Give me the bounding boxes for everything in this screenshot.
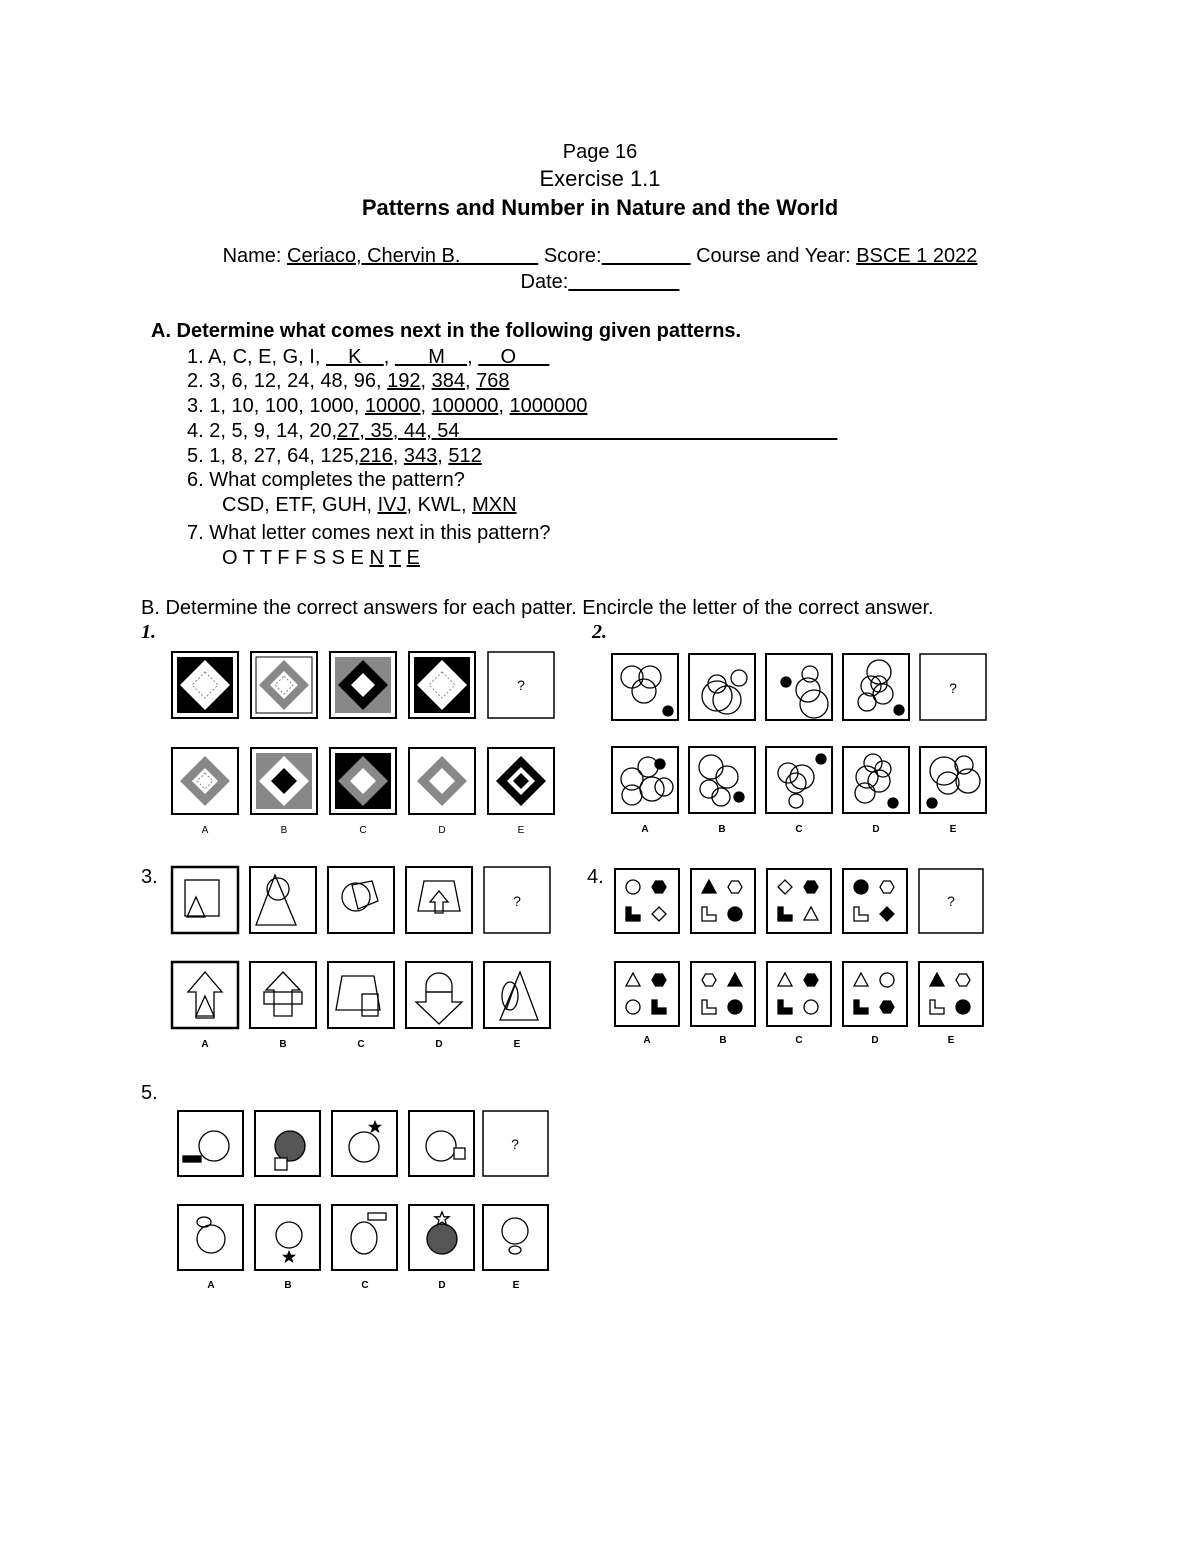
puzzle-1-frame-2 <box>251 652 317 718</box>
exercise-number: Exercise 1.1 <box>539 166 661 191</box>
question-b5-number: 5. <box>141 1082 158 1104</box>
puzzle-1-question-mark: ? <box>517 677 525 693</box>
puzzle-3-frame-2 <box>250 867 316 933</box>
svg-text:E: E <box>949 824 957 835</box>
svg-text:E: E <box>947 1035 955 1046</box>
name-label: Name: <box>222 245 282 267</box>
puzzle-4-sequence <box>615 869 983 933</box>
puzzle-2-option-a[interactable] <box>612 747 678 813</box>
svg-text:A: A <box>207 1280 215 1291</box>
question-a7: 7. What letter comes next in this pattern? <box>187 522 551 544</box>
svg-text:B: B <box>279 1039 287 1050</box>
puzzle-1-option-b[interactable] <box>251 748 317 814</box>
puzzle-5-question-frame <box>483 1111 548 1176</box>
puzzle-5-option-a[interactable] <box>178 1205 243 1270</box>
puzzle-4-frame-2 <box>691 869 755 933</box>
puzzle-2-option-c[interactable] <box>766 747 832 813</box>
puzzle-3-sequence <box>172 867 550 933</box>
puzzle-2-frame-3 <box>766 654 832 720</box>
svg-text:D: D <box>872 824 880 835</box>
puzzle-4-option-e[interactable] <box>919 962 983 1026</box>
question-a4: 4. 2, 5, 9, 14, 20,27, 35, 44, 54 <box>187 420 460 442</box>
question-b4-number: 4. <box>587 866 604 888</box>
puzzle-1-option-c[interactable] <box>330 748 396 814</box>
score-blank <box>602 245 691 267</box>
puzzle-5-sequence <box>178 1111 548 1176</box>
question-a5: 5. 1, 8, 27, 64, 125,216, 343, 512 <box>187 445 482 467</box>
puzzle-1-frame-3 <box>330 652 396 718</box>
puzzle-4-option-a[interactable] <box>615 962 679 1026</box>
puzzle-5-frame-2 <box>255 1111 320 1176</box>
puzzle-2-option-letters <box>641 824 956 835</box>
svg-text:A: A <box>641 824 649 835</box>
puzzle-4-question-mark: ? <box>947 893 955 909</box>
puzzle-1-option-a[interactable] <box>172 748 238 814</box>
puzzle-1-option-e[interactable] <box>488 748 554 814</box>
svg-text:A: A <box>201 1039 209 1050</box>
student-info-line <box>0 245 1200 268</box>
section-a-heading: A. Determine what comes next in the following given patterns. <box>151 320 742 342</box>
score-label: Score: <box>543 245 602 267</box>
puzzle-3-frame-4 <box>406 867 472 933</box>
course-value: BSCE 1 2022 <box>856 245 978 267</box>
page-number: Page 16 <box>562 141 638 163</box>
puzzle-5-option-c[interactable] <box>332 1205 397 1270</box>
puzzle-2-option-e[interactable] <box>920 747 986 813</box>
puzzle-3-option-letters <box>201 1039 520 1050</box>
puzzle-2-question-frame <box>920 654 986 720</box>
puzzle-3-options <box>172 962 550 1028</box>
puzzle-4-option-letters <box>643 1035 954 1046</box>
worksheet-title: Patterns and Number in Nature and the World <box>361 195 839 220</box>
puzzle-2-frame-2 <box>689 654 755 720</box>
puzzle-4-option-c[interactable] <box>767 962 831 1026</box>
puzzle-3-frame-3 <box>328 867 394 933</box>
question-a7-answer: O T T F F S S E N T E <box>222 547 420 569</box>
puzzle-1-frame-1 <box>172 652 238 718</box>
svg-text:C: C <box>361 1280 369 1291</box>
svg-text:D: D <box>435 1039 443 1050</box>
puzzle-5-frame-4 <box>409 1111 474 1176</box>
svg-text:C: C <box>795 1035 803 1046</box>
puzzle-1-option-d[interactable] <box>409 748 475 814</box>
puzzle-5-option-b[interactable] <box>255 1205 320 1270</box>
svg-text:E: E <box>512 1280 520 1291</box>
puzzle-4-question-frame <box>919 869 983 933</box>
puzzle-5-options <box>178 1205 548 1270</box>
puzzle-1-options <box>172 748 554 814</box>
name-value: Ceriaco, Chervin B. <box>287 245 461 267</box>
date-line <box>0 271 1200 294</box>
puzzle-4-frame-3 <box>767 869 831 933</box>
question-b3-number: 3. <box>141 866 158 888</box>
puzzle-4-option-d[interactable] <box>843 962 907 1026</box>
puzzle-1-question-frame <box>488 652 554 718</box>
puzzle-1-figure <box>160 640 570 850</box>
question-a1: 1. A, C, E, G, I, K , M , O <box>187 346 517 368</box>
svg-text:C: C <box>359 825 367 836</box>
puzzle-4-option-b[interactable] <box>691 962 755 1026</box>
puzzle-4-options <box>615 962 983 1026</box>
puzzle-3-question-mark: ? <box>513 893 521 909</box>
puzzle-4-figure <box>608 860 993 1050</box>
svg-text:A: A <box>201 825 209 836</box>
puzzle-2-question-mark: ? <box>949 680 957 696</box>
svg-text:D: D <box>438 825 446 836</box>
puzzle-1-sequence <box>172 652 554 718</box>
puzzle-5-frame-1 <box>178 1111 243 1176</box>
puzzle-2-frame-4 <box>843 654 909 720</box>
puzzle-2-option-b[interactable] <box>689 747 755 813</box>
svg-text:C: C <box>795 824 803 835</box>
section-b-heading: B. Determine the correct answers for each patter. Encircle the letter of the correct answer. <box>141 597 934 619</box>
puzzle-3-question-frame <box>484 867 550 933</box>
puzzle-2-option-d[interactable] <box>843 747 909 813</box>
svg-text:B: B <box>718 824 726 835</box>
puzzle-2-options <box>612 747 986 813</box>
puzzle-3-option-d[interactable] <box>406 962 472 1028</box>
question-a2: 2. 3, 6, 12, 24, 48, 96, 192, 384, 768 <box>187 370 510 392</box>
puzzle-5-question-mark: ? <box>511 1136 519 1152</box>
puzzle-2-sequence <box>612 654 986 720</box>
svg-text:B: B <box>719 1035 727 1046</box>
question-a6-answer: CSD, ETF, GUH, IVJ, KWL, MXN <box>222 494 517 516</box>
puzzle-2-frame-1 <box>612 654 678 720</box>
svg-text:A: A <box>643 1035 651 1046</box>
question-a6: 6. What completes the pattern? <box>187 469 465 491</box>
puzzle-5-option-letters <box>207 1280 519 1291</box>
course-label: Course and Year: <box>696 245 851 267</box>
puzzle-5-figure <box>170 1104 560 1299</box>
puzzle-1-option-letters <box>202 825 525 836</box>
svg-text:C: C <box>357 1039 365 1050</box>
puzzle-3-option-a[interactable] <box>172 962 238 1028</box>
svg-text:E: E <box>517 825 525 836</box>
puzzle-3-option-e[interactable] <box>484 962 550 1028</box>
svg-text:B: B <box>280 825 288 836</box>
question-b1-number: 1. <box>141 621 156 643</box>
puzzle-3-option-b[interactable] <box>250 962 316 1028</box>
date-label: Date: <box>520 271 569 293</box>
svg-text:E: E <box>513 1039 521 1050</box>
puzzle-4-frame-1 <box>615 869 679 933</box>
puzzle-5-option-d[interactable] <box>409 1205 474 1270</box>
puzzle-5-frame-3 <box>332 1111 397 1176</box>
svg-text:D: D <box>438 1280 446 1291</box>
puzzle-2-figure <box>605 645 1000 845</box>
svg-text:D: D <box>871 1035 879 1046</box>
puzzle-3-option-c[interactable] <box>328 962 394 1028</box>
puzzle-1-frame-4 <box>409 652 475 718</box>
question-a3: 3. 1, 10, 100, 1000, 10000, 100000, 1000000 <box>187 395 588 417</box>
date-blank <box>568 271 679 293</box>
puzzle-5-option-e[interactable] <box>483 1205 548 1270</box>
puzzle-3-figure <box>165 860 560 1055</box>
svg-text:B: B <box>284 1280 292 1291</box>
question-b2-number: 2. <box>592 621 607 643</box>
puzzle-3-frame-1 <box>172 867 238 933</box>
puzzle-4-frame-4 <box>843 869 907 933</box>
